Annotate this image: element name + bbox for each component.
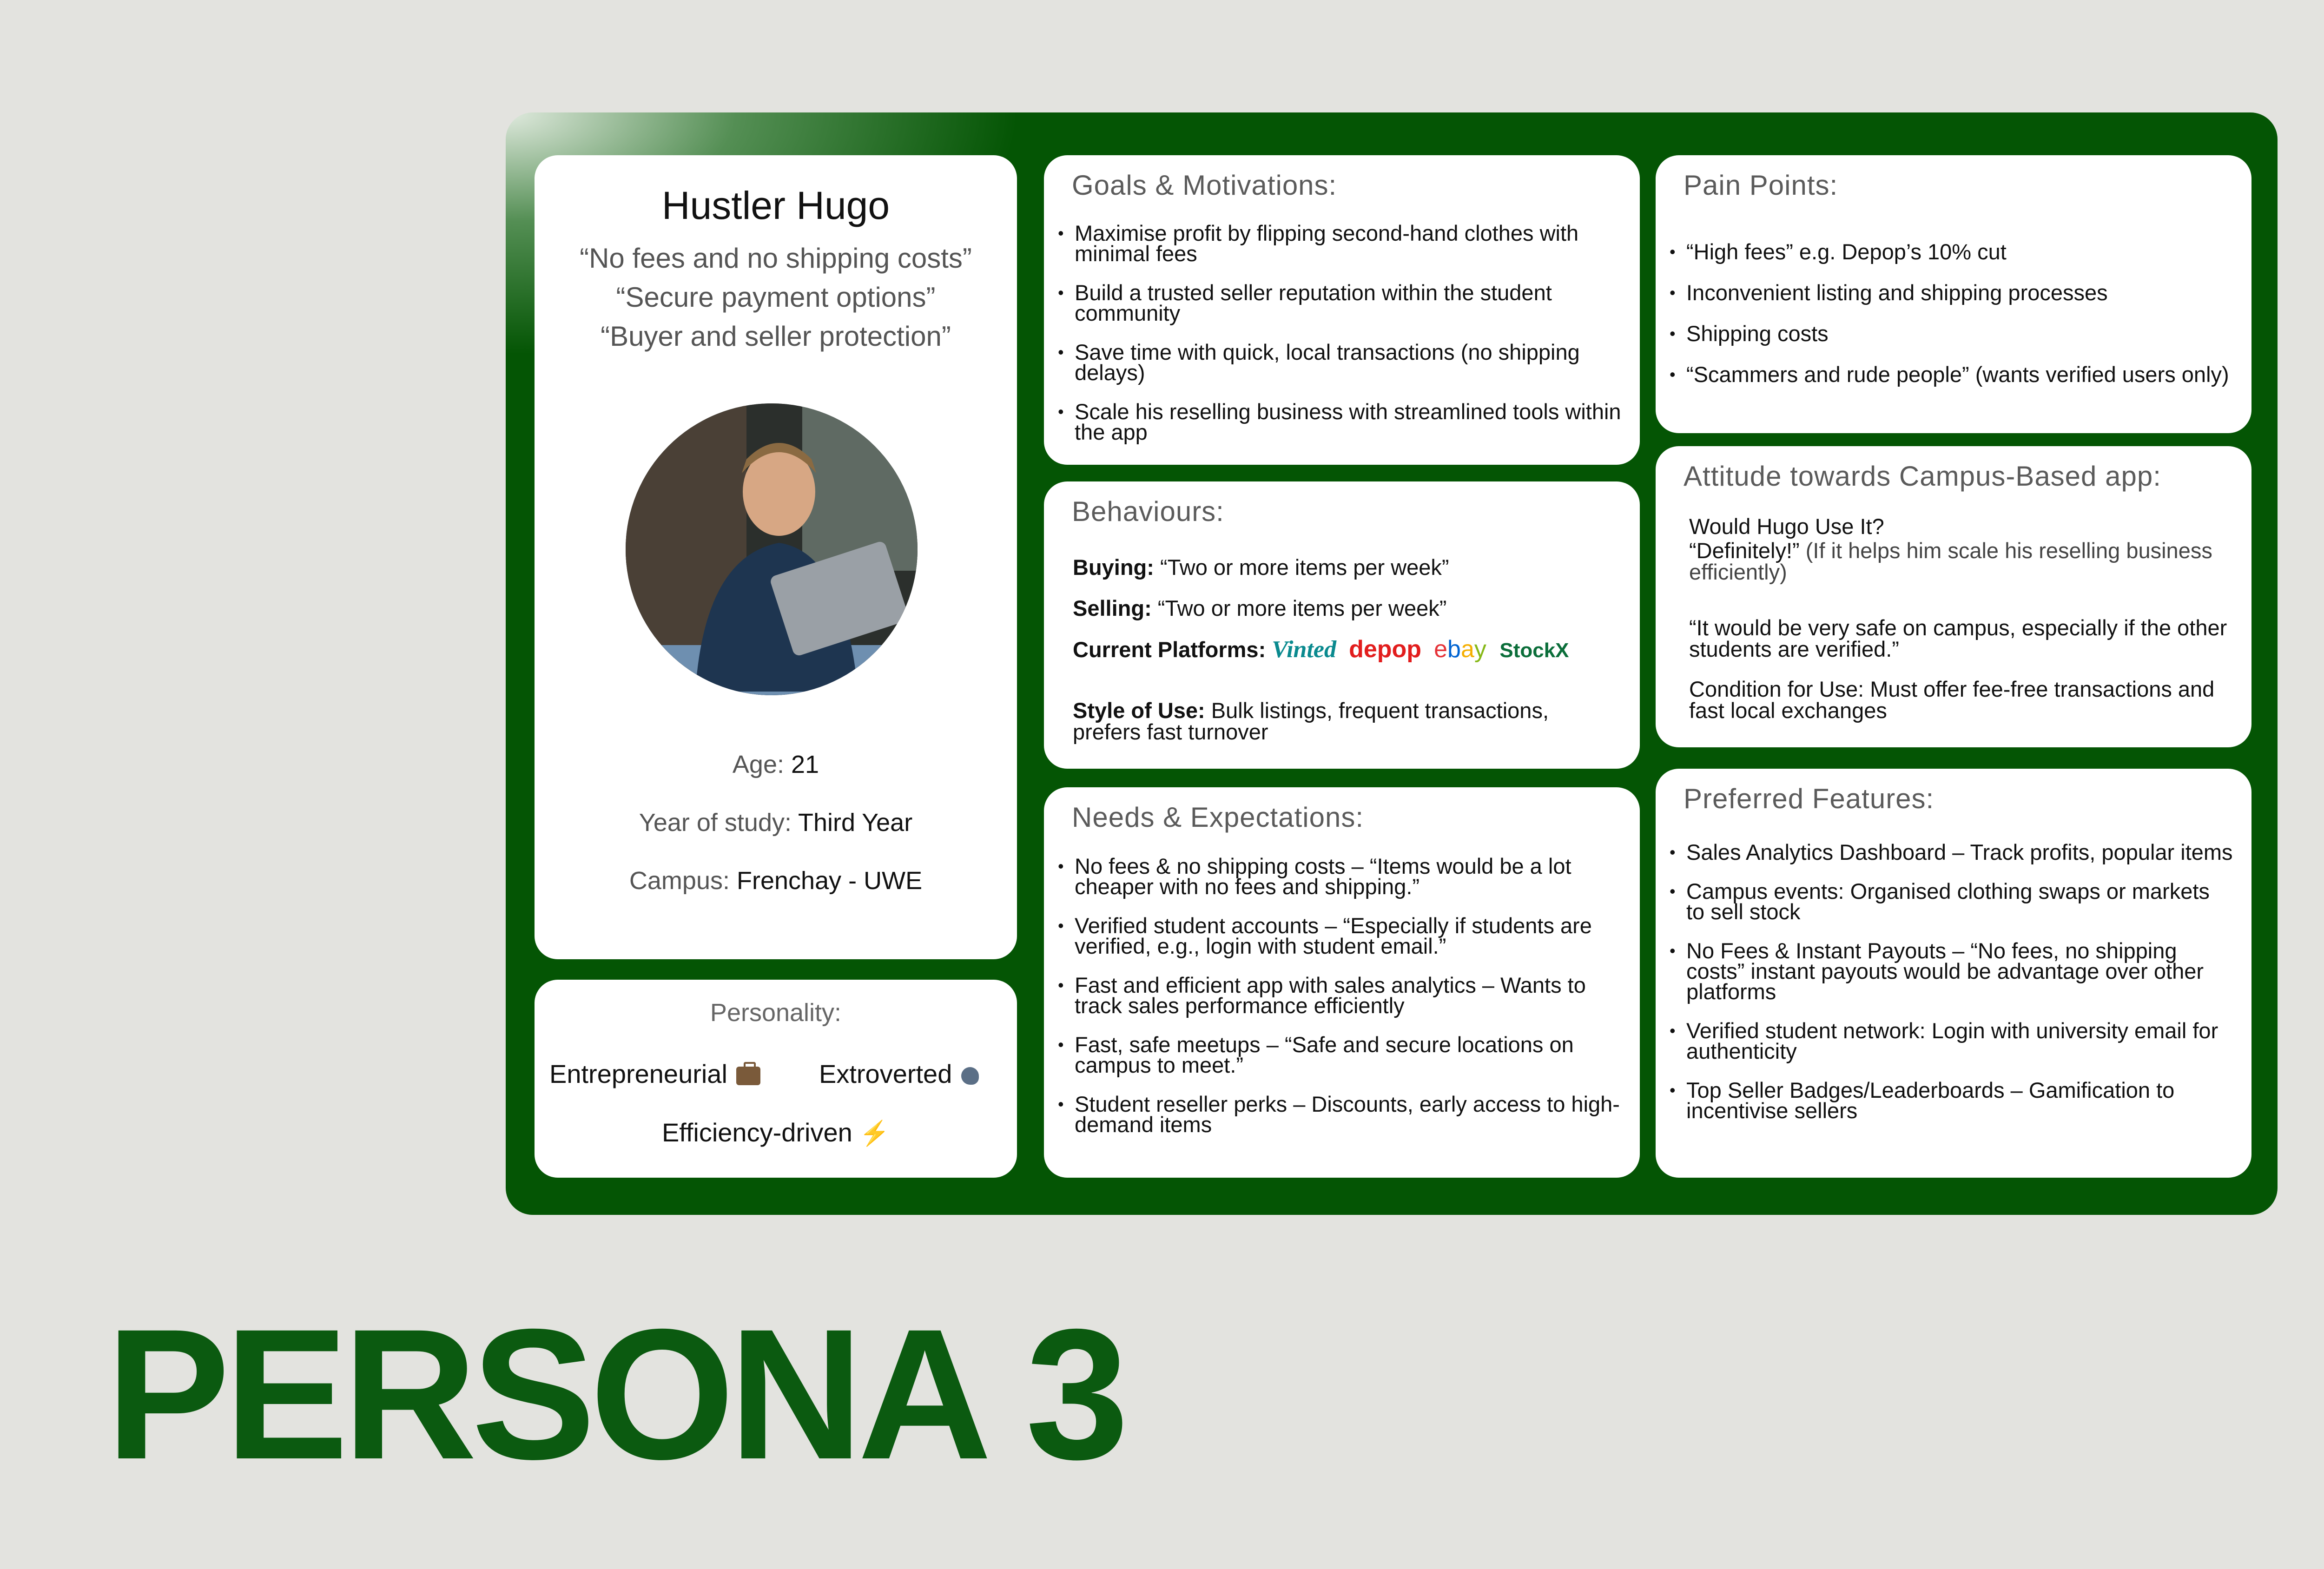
- attitude-answer: “Definitely!”: [1689, 538, 1800, 563]
- selling-row: [1073, 598, 1446, 619]
- list-item: • No Fees & Instant Payouts – “No fees, no shipping costs” instant payouts would be advantage over other platforms: [1670, 941, 2233, 1002]
- campus-value: Frenchay - UWE: [737, 867, 923, 895]
- age-label: Age:: [732, 751, 784, 778]
- quote-3: “Buyer and seller protection”: [601, 321, 951, 352]
- attitude-answer-row: [1689, 540, 2228, 583]
- buying-row: [1073, 557, 1449, 578]
- selling-label: Selling:: [1073, 596, 1152, 620]
- needs-title: Needs & Expectations:: [1072, 802, 1364, 833]
- needs-card: [1044, 787, 1640, 1178]
- personality-title: Personality:: [710, 999, 842, 1027]
- list-item: • Sales Analytics Dashboard – Track profits, popular items: [1670, 842, 2233, 863]
- trait-label: Extroverted: [819, 1059, 952, 1088]
- age-row: [535, 750, 1017, 779]
- vinted-logo: Vinted: [1272, 636, 1337, 663]
- goals-title: Goals & Motivations:: [1072, 170, 1337, 201]
- pain-points-title: Pain Points:: [1684, 170, 1838, 201]
- persona-board: [506, 112, 2278, 1215]
- briefcase-icon: [736, 1067, 760, 1085]
- attitude-title: Attitude towards Campus-Based app:: [1684, 461, 2161, 492]
- list-item: • Verified student accounts – “Especially if students are verified, e.g., login with student email.”: [1058, 916, 1621, 956]
- profile-card: [535, 155, 1017, 959]
- pain-points-list: [1670, 239, 2233, 387]
- quote-1: “No fees and no shipping costs”: [580, 243, 972, 274]
- study-label: Year of study:: [639, 809, 792, 837]
- list-item: • “High fees” e.g. Depop’s 10% cut: [1670, 242, 2233, 262]
- goals-list: [1058, 223, 1621, 442]
- trait-label: Efficiency-driven: [661, 1118, 852, 1147]
- study-row: [535, 808, 1017, 837]
- list-item: • Shipping costs: [1670, 323, 2233, 344]
- depop-logo: depop: [1349, 636, 1422, 663]
- attitude-question: Would Hugo Use It?: [1689, 514, 1884, 539]
- pain-points-card: [1656, 155, 2251, 433]
- trait-label: Entrepreneurial: [549, 1059, 727, 1088]
- list-item: • Build a trusted seller reputation within the student community: [1058, 283, 1621, 323]
- campus-label: Campus:: [629, 867, 730, 895]
- attitude-condition: Condition for Use: Must offer fee-free transactions and fast local exchanges: [1689, 677, 2215, 723]
- age-value: 21: [791, 751, 819, 778]
- features-card: [1656, 769, 2251, 1178]
- list-item: • Scale his reselling business with streamlined tools within the app: [1058, 402, 1621, 442]
- lightning-icon: ⚡: [859, 1120, 890, 1147]
- platforms-label: Current Platforms:: [1073, 637, 1266, 662]
- list-item: • Verified student network: Login with university email for authenticity: [1670, 1021, 2233, 1061]
- stockx-logo: StockX: [1499, 639, 1569, 662]
- list-item: • Fast, safe meetups – “Safe and secure locations on campus to meet.”: [1058, 1035, 1621, 1075]
- features-list: [1670, 842, 2233, 1121]
- trait-efficiency: [535, 1117, 1017, 1147]
- avatar: [626, 403, 918, 695]
- list-item: • Student reseller perks – Discounts, early access to high-demand items: [1058, 1094, 1621, 1135]
- goals-card: [1044, 155, 1640, 465]
- behaviours-title: Behaviours:: [1072, 496, 1224, 527]
- personality-card: [535, 980, 1017, 1178]
- style-label: Style of Use:: [1073, 698, 1205, 723]
- attitude-answer-note: (If it helps him scale his reselling business efficiently): [1689, 538, 2212, 584]
- buying-value: “Two or more items per week”: [1160, 555, 1449, 580]
- list-item: • Campus events: Organised clothing swaps or markets to sell stock: [1670, 881, 2233, 922]
- trait-extroverted: [819, 1059, 979, 1089]
- list-item: • Maximise profit by flipping second-hand clothes with minimal fees: [1058, 223, 1621, 264]
- persona-title: PERSONA 3: [106, 1290, 1123, 1498]
- style-value: Bulk listings, frequent transactions, prefers fast turnover: [1073, 698, 1549, 744]
- list-item: • Fast and efficient app with sales analytics – Wants to track sales performance efficiently: [1058, 975, 1621, 1016]
- avatar-photo: [626, 403, 918, 695]
- list-item: • Save time with quick, local transactions (no shipping delays): [1058, 342, 1621, 383]
- persona-name: Hustler Hugo: [661, 184, 890, 227]
- attitude-card: [1656, 446, 2251, 747]
- campus-row: [535, 866, 1017, 895]
- speaking-head-icon: [961, 1067, 979, 1085]
- list-item: • Inconvenient listing and shipping processes: [1670, 283, 2233, 303]
- behaviours-card: [1044, 481, 1640, 769]
- needs-list: [1058, 856, 1621, 1135]
- list-item: • Top Seller Badges/Leaderboards – Gamification to incentivise sellers: [1670, 1080, 2233, 1121]
- style-row: [1073, 700, 1612, 743]
- features-title: Preferred Features:: [1684, 783, 1934, 814]
- list-item: • No fees & no shipping costs – “Items would be a lot cheaper with no fees and shipping.”: [1058, 856, 1621, 897]
- platforms-row: [1073, 636, 1569, 663]
- attitude-quote: “It would be very safe on campus, especially if the other students are verified.”: [1689, 615, 2227, 661]
- buying-label: Buying:: [1073, 555, 1154, 580]
- ebay-logo: ebay: [1434, 636, 1486, 663]
- study-value: Third Year: [798, 809, 913, 837]
- trait-entrepreneurial: [549, 1059, 760, 1089]
- selling-value: “Two or more items per week”: [1157, 596, 1447, 620]
- list-item: • “Scammers and rude people” (wants verified users only): [1670, 364, 2233, 385]
- quote-2: “Secure payment options”: [616, 282, 936, 313]
